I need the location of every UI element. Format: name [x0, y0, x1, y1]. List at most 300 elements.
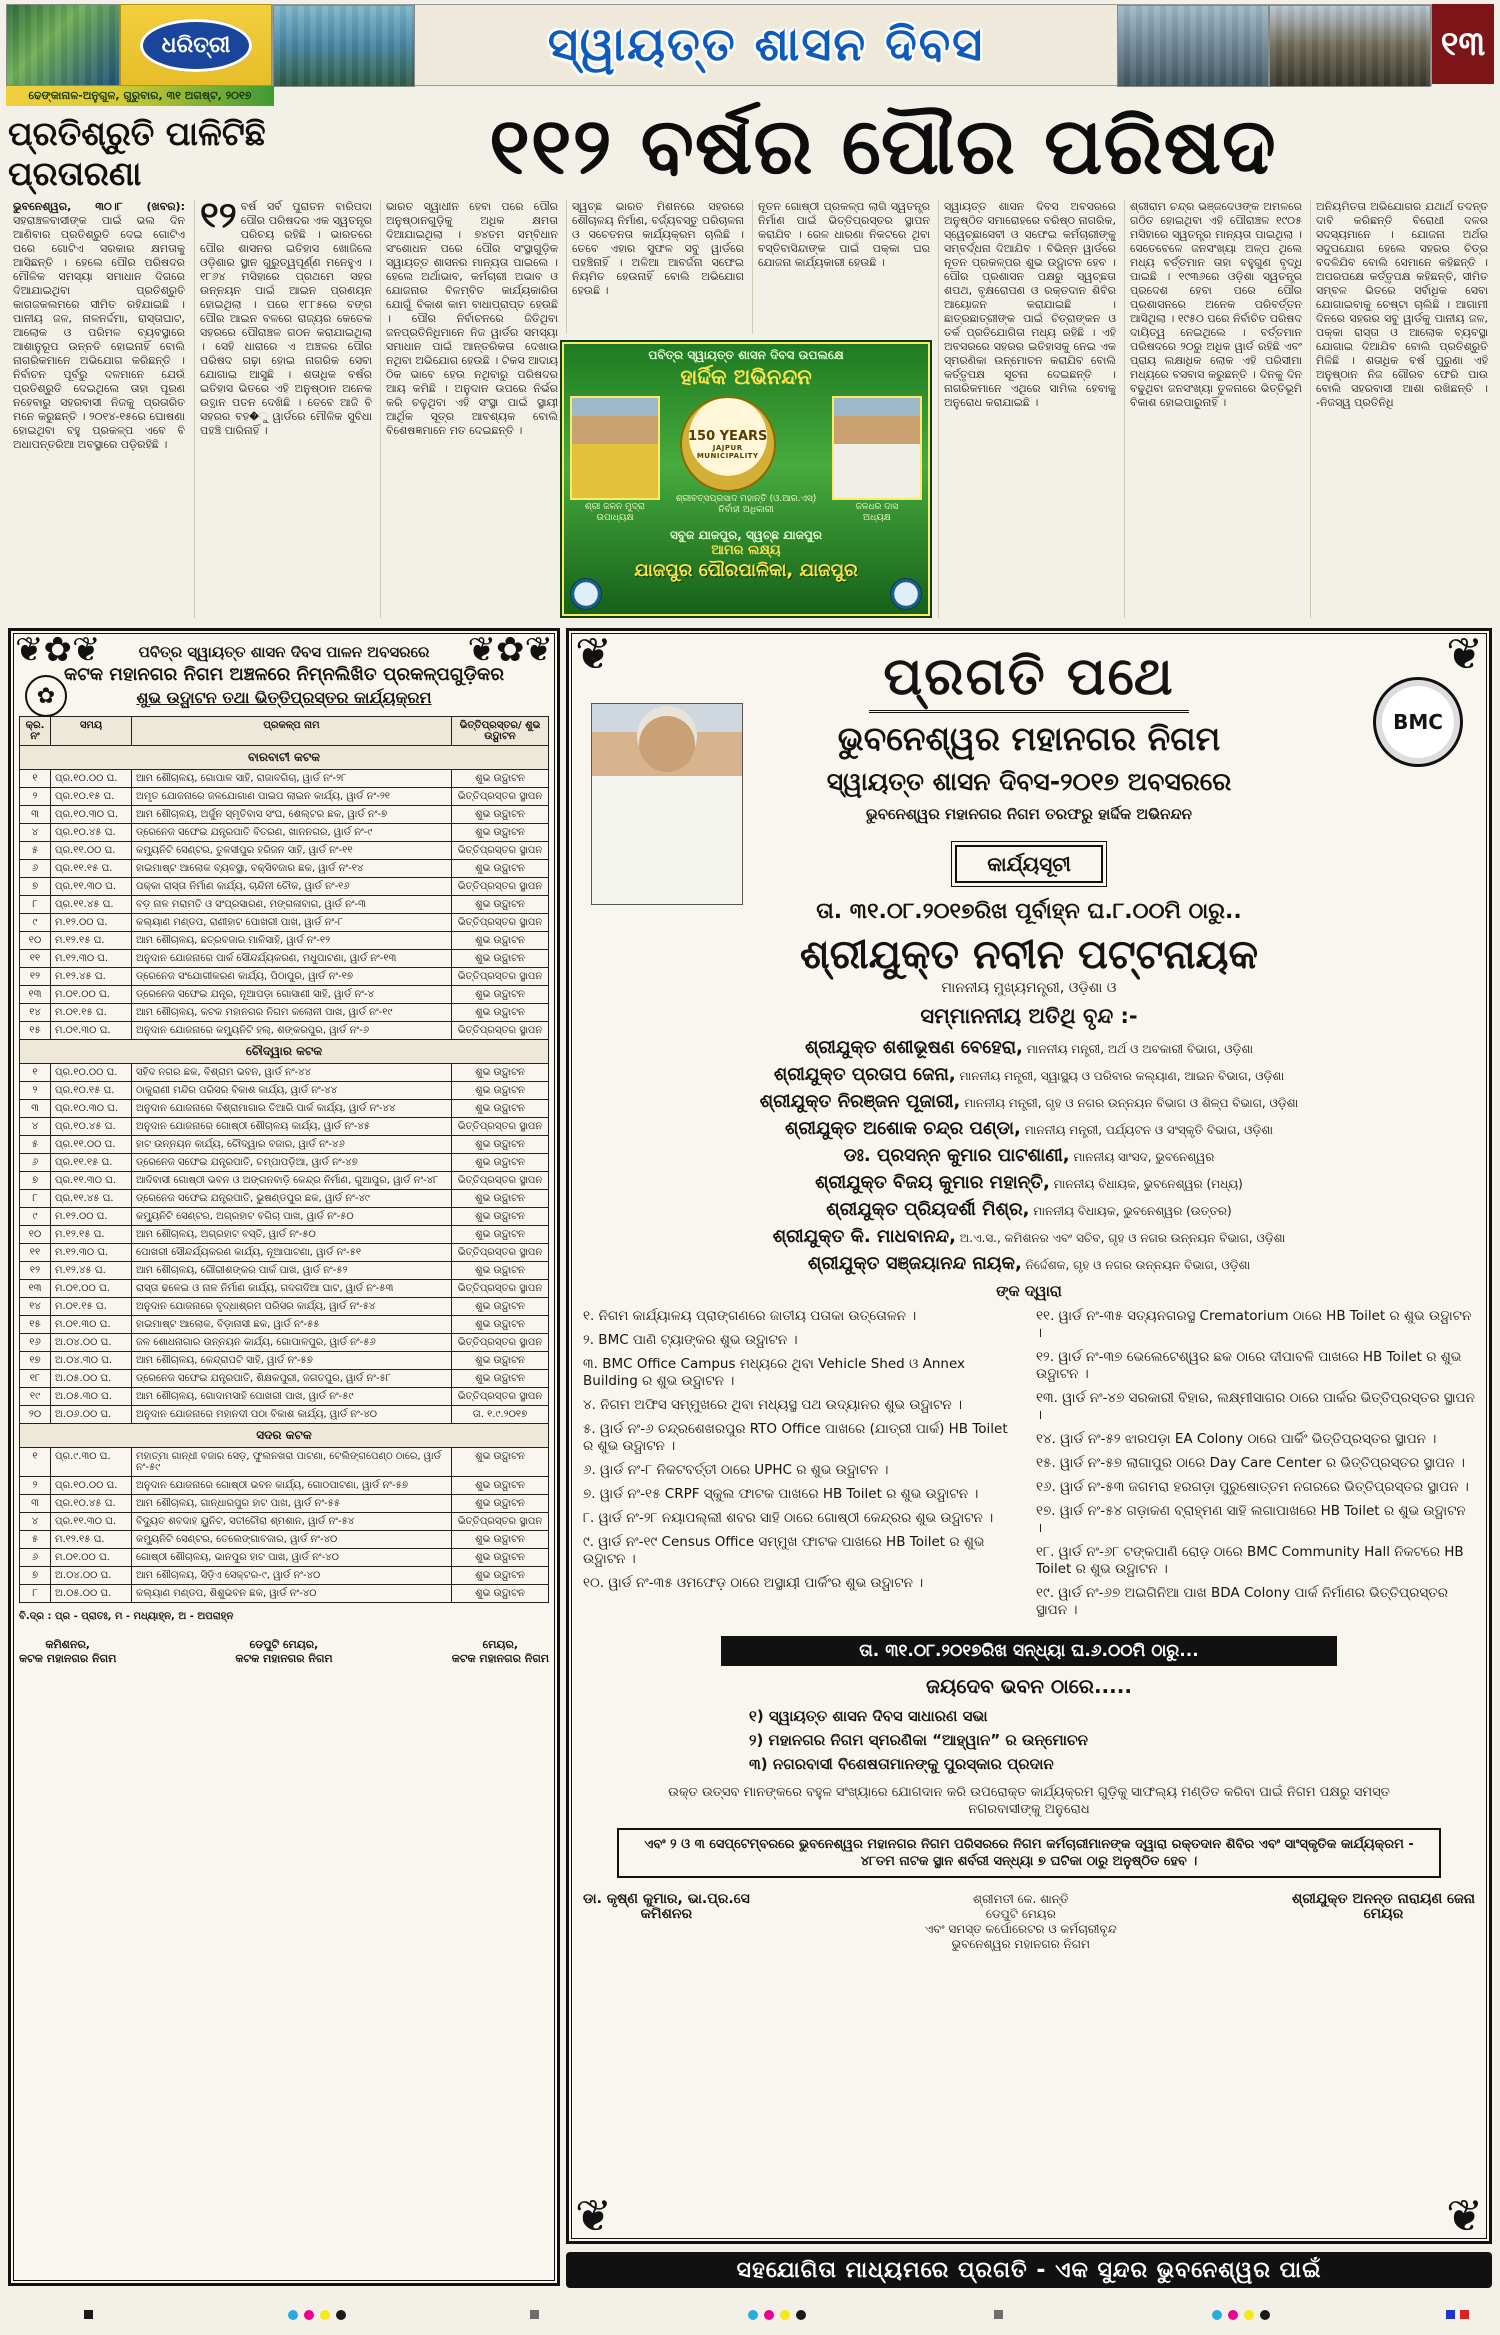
cell-type: ଭିତ୍ତିପ୍ରସ୍ତର ସ୍ଥାପନ	[452, 788, 549, 806]
ad-slogan: ସବୁଜ ଯାଜପୁର, ସ୍ୱଚ୍ଛ ଯାଜପୁର	[669, 528, 822, 542]
cuttack-corporation-ad	[8, 628, 560, 2286]
masthead-banner	[272, 4, 1432, 86]
table-row	[20, 1118, 549, 1136]
table-row	[20, 1388, 549, 1406]
table-row	[20, 1136, 549, 1154]
cell-project: ସହିଦ ନଗର ଛକ, ବିଶ୍ରାମ ଭବନ, ୱାର୍ଡ ନଂ-୪୪	[132, 1064, 452, 1082]
cell-type: ଭିତ୍ତିପ୍ରସ୍ତର ସ୍ଥାପନ	[452, 968, 549, 986]
executive-officer-title: ନିର୍ବାହୀ ଅଧିକାରୀ	[718, 505, 774, 515]
reg-dot-magenta	[764, 2310, 774, 2320]
cell-project: ଅନୁଦାନ ଯୋଜନାରେ ବିଶ୍ରାମାଗାର ତିଆରି ପାର୍କ କାର୍ଯ୍ୟ, ୱାର୍ଡ ନଂ-୪୪	[132, 1100, 452, 1118]
cell-type: ଭିତ୍ତିପ୍ରସ୍ତର ସ୍ଥାପନ	[452, 1388, 549, 1406]
cell-project: ବଡ଼ ନାଳ ମରାମତି ଓ ସଂପ୍ରସାରଣ, ମଙ୍ଗଳାବାଗ, ୱାର୍ଡ ନଂ-୩	[132, 896, 452, 914]
guest-item	[583, 1197, 1475, 1224]
cell-serial: ୧୭	[20, 1352, 51, 1370]
by-heading: ଙ୍କ ଦ୍ୱାରା	[996, 1282, 1062, 1300]
guest-designation: ଅ.ଏ.ସ., କମିଶନର ଏବଂ ସଚିବ, ଗୃହ ଓ ନଗର ଉନ୍ନୟନ ବିଭାଗ, ଓଡ଼ିଶା	[959, 1231, 1286, 1245]
150-years-badge-icon	[680, 396, 776, 492]
drop-cap: ୧୨	[200, 200, 237, 236]
cell-type: ଶୁଭ ଉଦ୍ଘାଟନ	[452, 1495, 549, 1513]
signatory-title: କମିଶନର,	[45, 1638, 90, 1651]
cell-serial: ୧୮	[20, 1370, 51, 1388]
column-header-type: ଭିତ୍ତିପ୍ରସ୍ତର/ ଶୁଭ ଉଦ୍ଘାଟନ	[452, 717, 549, 746]
cell-time: ଅ.୦୪.୩୦ ଘ.	[51, 1352, 132, 1370]
corner-ornament-icon: ❦	[575, 629, 612, 680]
table-row	[20, 788, 549, 806]
official-photo-left	[570, 396, 660, 500]
signatory-commissioner	[583, 1892, 750, 1952]
signatory-deputy-mayor	[235, 1638, 332, 1666]
cell-serial: ୬	[20, 1154, 51, 1172]
event-date-morning: ତା. ୩୧.୦୮.୨୦୧୭ରିଖ ପୂର୍ବାହ୍ନ ଘ.୮.୦୦ମି ଠାରୁ..	[816, 899, 1242, 924]
table-row	[20, 1448, 549, 1477]
table-row	[20, 1370, 549, 1388]
program-item: ୧୭. ୱାର୍ଡ ନଂ-୫୪ ଗଡ଼ାକଣ ବ୍ରାହ୍ମଣ ସାହି ଲଗାପାଖରେ HB Toilet ର ଶୁଭ ଉଦ୍ଘାଟନ ।	[1036, 1503, 1466, 1536]
cell-project: ଡ୍ରେନେଜ ସଂଯୋଗୀକରଣ କାର୍ଯ୍ୟ, ପିଠାପୁର, ୱାର୍ଡ ନଂ-୧୭	[132, 968, 452, 986]
table-section-sadar	[20, 1448, 549, 1603]
signatories	[583, 1892, 1475, 1952]
cell-serial: ୨	[20, 1477, 51, 1495]
cell-project: ଆମ ଶୌଚାଳୟ, କେନ୍ଦ୍ରାପଟି ସାହି, ୱାର୍ଡ ନଂ-୫୭	[132, 1352, 452, 1370]
cell-type: ଶୁଭ ଉଦ୍ଘାଟନ	[452, 1298, 549, 1316]
table-section-barabati	[20, 770, 549, 1040]
cell-project: ଆମ ଶୌଚାଳୟ, ଗୌରୀଶଙ୍କର ପାର୍କ ପାଖ, ୱାର୍ଡ ନଂ-୫୨	[132, 1262, 452, 1280]
guest-item	[583, 1035, 1475, 1062]
reg-dot-cyan	[288, 2310, 298, 2320]
reg-dot-black	[1260, 2310, 1270, 2320]
cell-type: ଶୁଭ ଉଦ୍ଘାଟନ	[452, 1352, 549, 1370]
cell-project: ପକ୍କା ରାସ୍ତା ନିର୍ମାଣ କାର୍ଯ୍ୟ, ଚାନ୍ଦିନୀ ଚୌକ, ୱାର୍ଡ ନଂ-୧୬	[132, 878, 452, 896]
page-number: ୧୩	[1432, 4, 1494, 84]
ad-header-line-3: ଶୁଭ ଉଦ୍ଘାଟନ ତଥା ଭିତ୍ତିପ୍ରସ୍ତର କାର୍ଯ୍ୟକ୍ରମ	[136, 688, 432, 707]
paper-logo	[120, 4, 272, 86]
guest-item	[583, 1062, 1475, 1089]
masthead-photo-trees	[6, 4, 120, 86]
cell-type: ଶୁଭ ଉଦ୍ଘାଟନ	[452, 1208, 549, 1226]
kicker-line-1: ପ୍ରତିଶ୍ରୁତି ପାଳିଟିଛି	[8, 114, 266, 153]
body-column-8	[1310, 200, 1488, 618]
cell-time: ମ.୧୨.୪୫ ଘ.	[51, 1262, 132, 1280]
guest-designation: ମାନନୀୟ ମନ୍ତ୍ରୀ, ସ୍ୱାସ୍ଥ୍ୟ ଓ ପରିବାର କଲ୍ୟାଣ, ଆଇନ ବିଭାଗ, ଓଡ଼ିଶା	[959, 1069, 1285, 1083]
cell-serial: ୧୫	[20, 1316, 51, 1334]
reg-dot-magenta	[1228, 2310, 1238, 2320]
official-right-title: ଅଧ୍ୟକ୍ଷ	[863, 513, 891, 523]
cell-type: ଶୁଭ ଉଦ୍ଘାଟନ	[452, 1316, 549, 1334]
cell-project: କମ୍ୟୁନିଟି ସେଣ୍ଟର, ଅଗ୍ରହାଟ ବଗିଚା ପାଖ, ୱାର୍ଡ ନଂ-୫୦	[132, 1208, 452, 1226]
table-row	[20, 1208, 549, 1226]
table-row	[20, 1082, 549, 1100]
table-row	[20, 1100, 549, 1118]
cell-type: ଶୁଭ ଉଦ୍ଘାଟନ	[452, 1585, 549, 1603]
body-column-1	[8, 200, 185, 618]
guest-designation: ମାନନୀୟ ସାଂସଦ, ଭୁବନେଶ୍ୱର	[1073, 1150, 1215, 1164]
reg-dot-yellow	[320, 2310, 330, 2320]
signatory-mayor	[1292, 1892, 1475, 1952]
cell-time: ପ୍ର.୧୧.୪୫ ଘ.	[51, 1190, 132, 1208]
corner-ornament-icon: ❦	[1446, 629, 1483, 680]
cell-time: ମ.୧୨.୧୫ ଘ.	[51, 932, 132, 950]
body-text: ଶ୍ରୀରାମ ଚନ୍ଦ୍ର ଭଞ୍ଜଦେଓଙ୍କ ଅମଳରେ ଗଠିତ ହୋଇଥିବା ଏହି ପୌରାଞ୍ଚଳ ୧୯୦୫ ମସିହାରେ ସ୍ୱତନ୍ତ୍ର ମାନ୍ୟତା ପାଇଥିଲା । ସେତେବେଳେ ଜନସଂଖ୍ୟା ଅଳ୍ପ ଥିଲେ ମଧ୍ୟ ବର୍ତ୍ତମାନ ତାହା ବହୁଗୁଣ ବୃଦ୍ଧି ପାଇଛି । ୧୯୩୬ରେ ଓଡ଼ିଶା ସ୍ୱତନ୍ତ୍ର ପ୍ରଦେଶ ହେବା ପରେ ପୌର ପ୍ରଶାସନରେ ଅନେକ ପରିବର୍ତ୍ତନ ଆସିଥିଲା । ୧୯୫୦ ପରେ ନିର୍ବାଚିତ ପରିଷଦ ଦାୟିତ୍ୱ ନେଇଥିଲେ । ବର୍ତ୍ତମାନ ପରିଷଦରେ ୨୦ରୁ ଅଧିକ ୱାର୍ଡ ରହିଛି ଏବଂ ପ୍ରାୟ ଲକ୍ଷାଧିକ ଲୋକ ଏହି ପରିସୀମା ମଧ୍ୟରେ ବସବାସ କରୁଛନ୍ତି । ଦିନକୁ ଦିନ ବଢୁଥିବା ଜନସଂଖ୍ୟା ତୁଳନାରେ ଭିତ୍ତିଭୂମି ବିକାଶ ହୋଇପାରୁନାହିଁ ।	[1130, 200, 1302, 409]
guest-list	[583, 1035, 1475, 1278]
cell-time: ପ୍ର.୧୧.୦୦ ଘ.	[51, 842, 132, 860]
cell-time: ପ୍ର.୧୦.୦୦ ଘ.	[51, 1477, 132, 1495]
guest-designation: ମାନନୀୟ ମନ୍ତ୍ରୀ, ଗୃହ ଓ ନଗର ଉନ୍ନୟନ ବିଭାଗ ଓ ଶିଳ୍ପ ବିଭାଗ, ଓଡ଼ିଶା	[964, 1096, 1299, 1110]
guest-name: ଶ୍ରୀଯୁକ୍ତ ସଞ୍ଜୟାନନ୍ଦ ନାୟକ,	[807, 1253, 1022, 1274]
cell-serial: ୫	[20, 1531, 51, 1549]
table-section-choudwar	[20, 1064, 549, 1424]
guest-designation: ମାନନୀୟ ବିଧାୟକ, ଭୁବନେଶ୍ୱର (ଉତ୍ତର)	[1033, 1204, 1232, 1218]
program-item: ୧୨. ୱାର୍ଡ ନଂ-୩୭ ଭେଲେଟେଶ୍ୱର ଛକ ଠାରେ ଦୀପାବଳି ପାଖରେ HB Toilet ର ଶୁଭ ଉଦ୍ଘାଟନ ।	[1036, 1349, 1462, 1382]
table-row	[20, 1262, 549, 1280]
cell-type: ଭିତ୍ତିପ୍ରସ୍ତର ସ୍ଥାପନ	[452, 842, 549, 860]
table-row	[20, 770, 549, 788]
cell-type: ଶୁଭ ଉଦ୍ଘାଟନ	[452, 986, 549, 1004]
cell-project: କମ୍ୟୁନିଟି ସେଣ୍ଟର, ତେଲେଙ୍ଗାବଜାର, ୱାର୍ଡ ନଂ-୪୦	[132, 1531, 452, 1549]
table-row	[20, 932, 549, 950]
table-row	[20, 968, 549, 986]
body-column-2	[194, 200, 372, 618]
cell-project: ଆମ ଶୌଚାଳୟ, ଛତ୍ରବଜାର ମାଳିସାହି, ୱାର୍ଡ ନଂ-୧୨	[132, 932, 452, 950]
program-item: ୨. BMC ପାଣି ଟ୍ୟାଙ୍କର ଶୁଭ ଉଦ୍ଘାଟନ ।	[583, 1332, 798, 1348]
table-row	[20, 1154, 549, 1172]
cell-project: ଠାକୁରାଣୀ ମନ୍ଦିର ପରିସର ବିକାଶ କାର୍ଯ୍ୟ, ୱାର୍ଡ ନଂ-୪୪	[132, 1082, 452, 1100]
ad-organisation: ଯାଜପୁର ପୌରପାଳିକା, ଯାଜପୁର	[634, 560, 858, 581]
signatory-line: ମେୟର	[1363, 1906, 1404, 1922]
cell-project: ଆଦିବାସୀ ଗୋଷ୍ଠୀ ଭବନ ଓ ଅଙ୍ଗନବାଡ଼ି କେନ୍ଦ୍ର ନିର୍ମାଣ, ଗୁଆପୁର, ୱାର୍ଡ ନଂ-୪୮	[132, 1172, 452, 1190]
cell-time: ପ୍ର.୧୦.୧୫ ଘ.	[51, 788, 132, 806]
cell-serial: ୨	[20, 1082, 51, 1100]
ad-header-line-2: କଟକ ମହାନଗର ନିଗମ ଅଞ୍ଚଳରେ ନିମ୍ନଲିଖିତ ପ୍ରକଳ୍ପଗୁଡ଼ିକର	[64, 664, 504, 685]
section-title-row	[20, 746, 549, 770]
cell-time: ମ.୦୧.୦୦ ଘ.	[51, 1549, 132, 1567]
table-header-row	[20, 717, 549, 746]
section-title-row	[20, 1040, 549, 1064]
table-row	[20, 1172, 549, 1190]
cell-serial: ୧୩	[20, 986, 51, 1004]
cell-time: ପ୍ର.୧୦.୩୦ ଘ.	[51, 1100, 132, 1118]
reg-square-gray	[994, 2310, 1003, 2319]
cell-type: ଶୁଭ ଉଦ୍ଘାଟନ	[452, 1064, 549, 1082]
cell-time: ପ୍ର.୧୦.୦୦ ଘ.	[51, 770, 132, 788]
cell-project: ଗୋଷ୍ଠୀ ଶୌଚାଳୟ, ଭାନପୁର ହାଟ ପାଖ, ୱାର୍ଡ ନଂ-୪୦	[132, 1549, 452, 1567]
bmc-seal-icon: BMC	[1373, 677, 1463, 767]
cell-serial: ୧	[20, 1064, 51, 1082]
ad-title: ପ୍ରଗତି ପଥେ	[883, 647, 1175, 707]
cell-serial: ୪	[20, 824, 51, 842]
cell-serial: ୧୨	[20, 1262, 51, 1280]
cell-type: ଭିତ୍ତିପ୍ରସ୍ତର ସ୍ଥାପନ	[452, 1513, 549, 1531]
program-list-right	[1036, 1308, 1475, 1626]
cell-type: ତା. ୧.୯.୨୦୧୭	[452, 1406, 549, 1424]
body-text: ବର୍ଷ ସର୍ବ ପୁରାତନ ବାରିପଦା ପୌର ପରିଷଦର ଏକ ସ୍ୱତନ୍ତ୍ର ପରିଚୟ ରହିଛି । ଭାରତରେ ପୌର ଶାସନର ଇତିହାସ ଖୋଜିଲେ ଓଡ଼ିଶାର ସ୍ଥାନ ଗୁରୁତ୍ୱପୂର୍ଣ୍ଣ ମନେହୁଏ । ୧୮୬୪ ମସିହାରେ ପ୍ରଥମେ ସହର ଉନ୍ନୟନ ପାଇଁ ଆଇନ ପ୍ରଣୟନ ହୋଇଥିଲା । ପରେ ୧୮୮୫ରେ ବଙ୍ଗ ପୌର ଆଇନ ବଳରେ ରାଜ୍ୟର କେତେକ ସହରରେ ପୌରାଞ୍ଚଳ ଗଠନ କରାଯାଇଥିଲା । ସେହି ଧାରାରେ ଏ ଅଞ୍ଚଳର ପୌର ପରିଷଦ ଗଢ଼ା ହୋଇ ନାଗରିକ ସେବା ଯୋଗାଇ ଆସୁଛି । ଶତାଧିକ ବର୍ଷର ଇତିହାସ ଭିତରେ ଏହି ଅନୁଷ୍ଠାନ ଅନେକ ଉତ୍ଥାନ ପତନ ଦେଖିଛି । ତେବେ ଆଜି ବି ସହରର ବହ�ୁ ୱାର୍ଡରେ ମୌଳିକ ସୁବିଧା ପହଞ୍ଚି ପାରିନାହିଁ ।	[200, 200, 372, 437]
cell-project: ଡ୍ରେନେଜ ସଫେଇ ଯନ୍ତ୍ରପାତି, ଶିକ୍ଷକପୁରୀ, ଜଗତପୁର, ୱାର୍ଡ ନଂ-୫୮	[132, 1370, 452, 1388]
chief-guest-name: ଶ୍ରୀଯୁକ୍ତ ନବୀନ ପଟ୍ଟନାୟକ	[799, 932, 1259, 978]
cell-serial: ୮	[20, 1585, 51, 1603]
official-left-title: ଉପାଧ୍ୟକ୍ଷ	[596, 513, 634, 523]
evening-program-item: ୨) ମହାନଗର ନିଗମ ସ୍ମରଣିକା “ଆହ୍ୱାନ” ର ଉନ୍ମୋଚନ	[749, 1731, 1088, 1749]
program-item: ୭. ୱାର୍ଡ ନଂ-୧୫ CRPF ସ୍କୁଲ ଫାଟକ ପାଖରେ HB Toilet ର ଶୁଭ ଉଦ୍ଘାଟନ ।	[583, 1486, 979, 1502]
corner-ornament-icon: ❦✿❦	[467, 630, 553, 670]
program-item: ୪. ନିଗମ ଅଫିସ ସମ୍ମୁଖରେ ଥିବା ମଧ୍ୟସ୍ଥ ପଥ ଉଦ୍ୟାନର ଶୁଭ ଉଦ୍ଘାଟନ ।	[583, 1397, 963, 1413]
signatories	[19, 1638, 549, 1666]
jajpur-municipality-ad	[560, 340, 932, 618]
cell-time: ମ.୦୧.୦୦ ଘ.	[51, 986, 132, 1004]
table-row	[20, 1495, 549, 1513]
official-right-name: ଜଳଧର ଦାସ	[855, 502, 899, 512]
cell-time: ପ୍ର.୧୦.୪୫ ଘ.	[51, 1495, 132, 1513]
program-item: ୧୩. ୱାର୍ଡ ନଂ-୪୭ ସରକାରୀ ବିହାର, ଲକ୍ଷ୍ମୀସାଗର ଠାରେ ପାର୍କର ଭିତ୍ତିପ୍ରସ୍ତର ସ୍ଥାପନ ।	[1036, 1390, 1475, 1423]
cell-time: ମ.୦୧.୧୫ ଘ.	[51, 1004, 132, 1022]
cell-project: ରାସ୍ତା ଢଳେଇ ଓ ନାଳ ନିର୍ମାଣ କାର୍ଯ୍ୟ, ଗଦଗଦିଆ ଘାଟ, ୱାର୍ଡ ନଂ-୫୩	[132, 1280, 452, 1298]
reg-dot-black	[796, 2310, 806, 2320]
cell-project: ହାଟ ଉନ୍ନୟନ କାର୍ଯ୍ୟ, ଚୌଦ୍ୱାର ବଜାର, ୱାର୍ଡ ନଂ-୪୬	[132, 1136, 452, 1154]
program-list-left	[583, 1308, 1022, 1626]
cell-type: ଶୁଭ ଉଦ୍ଘାଟନ	[452, 950, 549, 968]
masthead	[6, 4, 1494, 84]
signatory-line: ଏବଂ ସମସ୍ତ କର୍ପୋରେଟର ଓ କର୍ମଚାରୀବୃନ୍ଦ	[924, 1922, 1117, 1936]
cell-time: ପ୍ର.୧୦.୦୦ ଘ.	[51, 1064, 132, 1082]
cell-type: ଶୁଭ ଉଦ୍ଘାଟନ	[452, 1190, 549, 1208]
cell-time: ମ.୦୧.୩୦ ଘ.	[51, 1316, 132, 1334]
paper-name: ଧରିତ୍ରୀ	[140, 19, 253, 72]
body-column-4	[566, 200, 744, 334]
guest-item	[583, 1116, 1475, 1143]
guest-item	[583, 1251, 1475, 1278]
cell-serial: ୧୧	[20, 950, 51, 968]
flower-ornament-icon: ✿	[25, 675, 67, 717]
bottom-banner: ସହଯୋଗିତା ମାଧ୍ୟମରେ ପ୍ରଗତି - ଏକ ସୁନ୍ଦର ଭୁବନେଶ୍ୱର ପାଇଁ	[566, 2252, 1492, 2288]
program-lists	[583, 1308, 1475, 1626]
executive-officer-name: ଶ୍ରୀବତ୍ସପ୍ରସାଦ ମହାନ୍ତି (ଓ.ଆର.ଏସ୍)	[675, 494, 817, 504]
appeal-text: ଉକ୍ତ ଉତ୍ସବ ମାନଙ୍କରେ ବହୁଳ ସଂଖ୍ୟାରେ ଯୋଗଦାନ କରି ଉପରୋକ୍ତ କାର୍ଯ୍ୟକ୍ରମ ଗୁଡ଼ିକୁ ସାଫଲ୍ୟ ମଣ୍ଡିତ କରିବା ପାଇଁ ନିଗମ ପକ୍ଷରୁ ସମସ୍ତ ନଗରବାସୀଙ୍କୁ ଅନୁରୋଧ	[668, 1785, 1390, 1817]
ad-greeting: ଭୁବନେଶ୍ୱର ମହାନଗର ନିଗମ ତରଫରୁ ହାର୍ଦ୍ଦିକ ଅଭିନନ୍ଦନ	[866, 805, 1192, 823]
cell-project: ଆମ ଶୌଚାଳୟ, ଗାନ୍ଧାରପୁର ହାଟ ପାଖ, ୱାର୍ଡ ନଂ-୫୫	[132, 1495, 452, 1513]
cell-serial: ୧୯	[20, 1388, 51, 1406]
table-row	[20, 878, 549, 896]
cell-type: ଶୁଭ ଉଦ୍ଘାଟନ	[452, 806, 549, 824]
table-row	[20, 806, 549, 824]
cell-project: ଅନୁଦାନ ଯୋଜନାରେ ମହାନଦୀ ପଠା ବିକାଶ କାର୍ଯ୍ୟ, ୱାର୍ଡ ନଂ-୪୦	[132, 1406, 452, 1424]
cell-type: ଭିତ୍ତିପ୍ରସ୍ତର ସ୍ଥାପନ	[452, 914, 549, 932]
cell-serial: ୭	[20, 1567, 51, 1585]
cell-time: ମ.୧୨.୦୦ ଘ.	[51, 914, 132, 932]
guests-heading: ସମ୍ମାନନୀୟ ଅତିଥି ବୃନ୍ଦ :-	[920, 1004, 1138, 1028]
table-row	[20, 1064, 549, 1082]
ad-header-line-1: ପବିତ୍ର ସ୍ୱାୟତ୍ତ ଶାସନ ଦିବସ ପାଳନ ଅବସରରେ	[138, 643, 430, 661]
guest-name: ଶ୍ରୀଯୁକ୍ତ ଅଶୋକ ଚନ୍ଦ୍ର ପଣ୍ଡା,	[785, 1118, 1021, 1139]
table-footnote: ବି.ଦ୍ର : ପ୍ର - ପ୍ରାତଃ, ମ - ମଧ୍ୟାହ୍ନ, ଅ - ଅପରାହ୍ନ	[19, 1611, 234, 1622]
cell-serial: ୩	[20, 1495, 51, 1513]
cell-project: ବିଦ୍ୟୁତ ଶବଦାହ ୟୁନିଟ, ସତୀଚୌରା ଶ୍ମଶାନ, ୱାର୍ଡ ନଂ-୫୪	[132, 1513, 452, 1531]
guest-name: ଶ୍ରୀଯୁକ୍ତ ବିଜୟ କୁମାର ମହାନ୍ତି,	[815, 1172, 1050, 1193]
table-row	[20, 1352, 549, 1370]
cell-type: ଶୁଭ ଉଦ୍ଘାଟନ	[452, 1549, 549, 1567]
cell-project: କଲ୍ୟାଣ ମଣ୍ଡପ, ଶିଶୁଭବନ ଛକ, ୱାର୍ଡ ନଂ-୪୦	[132, 1585, 452, 1603]
cell-serial: ୧୪	[20, 1004, 51, 1022]
cell-time: ମ.୧୨.୦୦ ଘ.	[51, 1208, 132, 1226]
cell-time: ପ୍ର.୧୧.୪୫ ଘ.	[51, 896, 132, 914]
evening-program-list	[749, 1704, 1309, 1776]
section-title: ବାରବାଟୀ କଟକ	[20, 746, 549, 770]
cell-project: ଆମ ଶୌଚାଳୟ, ଅଗ୍ରହାଟ ବସ୍ତି, ୱାର୍ଡ ନଂ-୫୦	[132, 1226, 452, 1244]
evening-program-item: ୧) ସ୍ୱାୟତ୍ତ ଶାସନ ଦିବସ ସାଧାରଣ ସଭା	[749, 1707, 988, 1725]
body-text: ସ୍ୱାୟତ୍ତ ଶାସନ ଦିବସ ଅବସରରେ ଅନୁଷ୍ଠିତ ସମାରୋହରେ ବରିଷ୍ଠ ନାଗରିକ, ସ୍ୱେଚ୍ଛାସେବୀ ଓ ସଫେଇ କର୍ମଚାରୀଙ୍କୁ ସମ୍ବର୍ଦ୍ଧନା ଦିଆଯିବ । ବିଭିନ୍ନ ୱାର୍ଡରେ ନୂତନ ପ୍ରକଳ୍ପର ଶୁଭ ଉଦ୍ଘାଟନ ହେବ । ପୌର ପ୍ରଶାସନ ପକ୍ଷରୁ ସ୍ୱଚ୍ଛତା ଶପଥ, ବୃକ୍ଷରୋପଣ ଓ ରକ୍ତଦାନ ଶିବିର ଆୟୋଜନ କରାଯାଇଛି । ଛାତ୍ରଛାତ୍ରୀଙ୍କ ପାଇଁ ଚିତ୍ରାଙ୍କନ ଓ ତର୍କ ପ୍ରତିଯୋଗିତା ମଧ୍ୟ ରହିଛି । ଏହି ଅବସରରେ ସହରର ଇତିହାସକୁ ନେଇ ଏକ ସ୍ମରଣିକା ଉନ୍ମୋଚନ କରାଯିବ ବୋଲି କର୍ତ୍ତୃପକ୍ଷ ସୂଚନା ଦେଇଛନ୍ତି । ନାଗରିକମାନେ ଏଥିରେ ସାମିଲ ହେବାକୁ ଅନୁରୋଧ କରାଯାଇଛି ।	[944, 200, 1116, 409]
table-row	[20, 1190, 549, 1208]
cell-type: ଭିତ୍ତିପ୍ରସ୍ତର ସ୍ଥାପନ	[452, 1118, 549, 1136]
cell-time: ମ.୧୨.୧୫ ଘ.	[51, 1531, 132, 1549]
cell-project: ଆମ ଶୌଚାଳୟ, କଟକ ମହାନଗର ନିଗମ କଲୋନୀ ପାଖ, ୱାର୍ଡ ନଂ-୧୯	[132, 1004, 452, 1022]
reg-dot-yellow	[780, 2310, 790, 2320]
cell-serial: ୫	[20, 1136, 51, 1154]
reg-dot-cyan	[1212, 2310, 1222, 2320]
cell-serial: ୯	[20, 1208, 51, 1226]
table-row	[20, 986, 549, 1004]
cell-type: ଶୁଭ ଉଦ୍ଘାଟନ	[452, 1100, 549, 1118]
event-venue: ଜୟଦେବ ଭବନ ଠାରେ.....	[926, 1674, 1132, 1698]
cell-serial: ୫	[20, 842, 51, 860]
program-item: ୧୧. ୱାର୍ଡ ନଂ-୩୫ ସତ୍ୟନଗରସ୍ଥ Crematorium ଠାରେ HB Toilet ର ଶୁଭ ଉଦ୍ଘାଟନ ।	[1036, 1308, 1472, 1341]
reg-square-gray	[530, 2310, 539, 2319]
corner-ornament-icon: ❦	[575, 2191, 612, 2242]
cell-type: ଶୁଭ ଉଦ୍ଘାଟନ	[452, 1262, 549, 1280]
table-row	[20, 1585, 549, 1603]
signatory-org: କଟକ ମହାନଗର ନିଗମ	[451, 1652, 549, 1665]
guest-item	[583, 1143, 1475, 1170]
cell-time: ପ୍ର.୧୧.୧୫ ଘ.	[51, 860, 132, 878]
cell-project: କଲ୍ୟାଣ ମଣ୍ଡପ, ରାଣୀହାଟ ପୋଖରୀ ପାଖ, ୱାର୍ଡ ନଂ-୮	[132, 914, 452, 932]
cell-type: ଶୁଭ ଉଦ୍ଘାଟନ	[452, 896, 549, 914]
masthead-photo-city	[273, 5, 415, 87]
cell-type: ଶୁଭ ଉଦ୍ଘାଟନ	[452, 1448, 549, 1477]
cell-project: ଅନୁଦାନ ଯୋଜନାରେ ବୃଦ୍ଧାଶ୍ରମ ପରିସର କାର୍ଯ୍ୟ, ୱାର୍ଡ ନଂ-୫୪	[132, 1298, 452, 1316]
municipality-emblem	[676, 396, 817, 516]
body-text: ସ୍ୱଚ୍ଛ ଭାରତ ମିଶନରେ ସହରରେ ଶୌଚାଳୟ ନିର୍ମାଣ, ବର୍ଜ୍ୟବସ୍ତୁ ପରିଚାଳନା ଓ ସଚେତନତା କାର୍ଯ୍ୟକ୍ରମ ଚାଲିଛି । ତେବେ ଏହାର ସୁଫଳ ସବୁ ୱାର୍ଡରେ ପହଞ୍ଚିନାହିଁ । ଅଳିଆ ଆବର୍ଜନା ସଫେଇ ନିୟମିତ ହେଉନାହିଁ ବୋଲି ଅଭିଯୋଗ ହେଉଛି ।	[572, 200, 744, 297]
reg-dot-cyan	[748, 2310, 758, 2320]
cell-serial: ୨୦	[20, 1406, 51, 1424]
guest-designation: ମାନନୀୟ ମନ୍ତ୍ରୀ, ଅର୍ଥ ଓ ଅବକାରୀ ବିଭାଗ, ଓଡ଼ିଶା	[1026, 1042, 1254, 1056]
section-title: ଚୌଦ୍ୱାର କଟକ	[20, 1040, 549, 1064]
signatory-commissioner	[19, 1638, 116, 1666]
table-row	[20, 1004, 549, 1022]
cell-serial: ୮	[20, 896, 51, 914]
main-headline: ୧୧୨ ବର୍ଷର ପୌର ପରିଷଦ	[489, 102, 1277, 192]
table-row	[20, 1531, 549, 1549]
cell-project: ଆମ ଶୌଚାଳୟ, ଗୋଦାମସାହି ପୋଖରୀ ପାଖ, ୱାର୍ଡ ନଂ-୫୯	[132, 1388, 452, 1406]
reg-dot-magenta	[304, 2310, 314, 2320]
cell-serial: ୧୫	[20, 1022, 51, 1040]
body-column-5	[752, 200, 930, 334]
cell-project: ମହାତ୍ମା ଗାନ୍ଧୀ ବଜାର ସେଡ଼, ଫୁଲନଖରା ପାଟଣା, ଟେଲିଙ୍ଗପେଣ୍ଠ ଠାରେ, ୱାର୍ଡ ନଂ-୫୯	[132, 1448, 452, 1477]
cell-serial: ୩	[20, 806, 51, 824]
program-item: ୧୪. ୱାର୍ଡ ନଂ-୫୨ ଝାରପଡ଼ା EA Colony ଠାରେ ପାର୍କିଂ ଭିତ୍ତିପ୍ରସ୍ତର ସ୍ଥାପନ ।	[1036, 1431, 1437, 1447]
cell-serial: ୧୩	[20, 1280, 51, 1298]
signatory-line: ଶ୍ରୀଯୁକ୍ତ ଅନନ୍ତ ନାରାୟଣ ଜେନା	[1291, 1891, 1475, 1907]
cell-type: ଶୁଭ ଉଦ୍ଘାଟନ	[452, 1370, 549, 1388]
table-row	[20, 824, 549, 842]
cell-project: ପୋଖରୀ ସୌନ୍ଦର୍ଯ୍ୟକରଣ କାର୍ଯ୍ୟ, ନୂଆପାଟଣା, ୱାର୍ଡ ନଂ-୫୧	[132, 1244, 452, 1262]
cell-serial: ୬	[20, 1549, 51, 1567]
ad-greeting: ହାର୍ଦ୍ଦିକ ଅଭିନନ୍ଦନ	[680, 365, 812, 389]
cell-serial: ୭	[20, 878, 51, 896]
byline: ଭୁବନେଶ୍ୱର, ୩୦।୮ (ଖବର):	[13, 200, 185, 213]
cell-serial: ୪	[20, 1513, 51, 1531]
reg-square-red	[1460, 2310, 1469, 2319]
table-row	[20, 1022, 549, 1040]
program-item: ୧୯. ୱାର୍ଡ ନଂ-୬୭ ଅଇଗିନିଆ ପାଖ BDA Colony ପାର୍କ ନିର୍ମାଣର ଭିତ୍ତିପ୍ରସ୍ତର ସ୍ଥାପନ ।	[1036, 1585, 1449, 1618]
cell-type: ଭିତ୍ତିପ୍ରସ୍ତର ସ୍ଥାପନ	[452, 1172, 549, 1190]
table-row	[20, 1280, 549, 1298]
body-text: ଭାରତ ସ୍ୱାଧୀନ ହେବା ପରେ ପୌର ଅନୁଷ୍ଠାନଗୁଡ଼ିକୁ ଅଧିକ କ୍ଷମତା ଦିଆଯାଇଥିଲା । ୭୪ତମ ସମ୍ବିଧାନ ସଂଶୋଧନ ପରେ ପୌର ସଂସ୍ଥାଗୁଡ଼ିକ ସ୍ୱାୟତ୍ତ ଶାସନର ମାନ୍ୟତା ପାଇଲେ । ହେଲେ ଅର୍ଥାଭାବ, କର୍ମଚାରୀ ଅଭାବ ଓ ଯୋଜନାର ବିଳମ୍ବିତ କାର୍ଯ୍ୟକାରିତା ଯୋଗୁଁ ବିକାଶ କାମ ବାଧାପ୍ରାପ୍ତ ହେଉଛି । ପୌର ନିର୍ବାଚନରେ ଜିତିଥିବା ଜନପ୍ରତିନିଧିମାନେ ନିଜ ୱାର୍ଡର ସମସ୍ୟା ସମାଧାନ ପାଇଁ ଆନ୍ତରିକତା ଦେଖାଉ ନଥିବା ଅଭିଯୋଗ ହେଉଛି । ଟିକସ ଆଦାୟ ଠିକ ଭାବେ ହେଉ ନଥିବାରୁ ପରିଷଦର ଆୟ କମିଛି । ଅନୁଦାନ ଉପରେ ନିର୍ଭର କରି ଚଳୁଥିବା ଏହି ସଂସ୍ଥା ପାଇଁ ସ୍ଥାୟୀ ଆର୍ଥିକ ସୂତ୍ର ଆବଶ୍ୟକ ବୋଲି ବିଶେଷଜ୍ଞମାନେ ମତ ଦେଇଛନ୍ତି ।	[386, 200, 558, 437]
official-left	[570, 396, 660, 524]
cell-project: ଆମ ଶୌଚାଳୟ, ଗୋପାଳ ସାହି, ରାଜାବଗିଚା, ୱାର୍ଡ ନଂ-୨୮	[132, 770, 452, 788]
cell-type: ଶୁଭ ଉଦ୍ଘାଟନ	[452, 1082, 549, 1100]
program-item: ୩. BMC Office Campus ମଧ୍ୟରେ ଥିବା Vehicle Shed ଓ Annex Building ର ଶୁଭ ଉଦ୍ଘାଟନ ।	[583, 1356, 966, 1389]
table-row	[20, 896, 549, 914]
cell-time: ପ୍ର.୧୦.୩୦ ଘ.	[51, 806, 132, 824]
evening-program-item: ୩) ନଗରବାସୀ ବିଶେଷତାମାନଙ୍କୁ ପୁରସ୍କାର ପ୍ରଦାନ	[749, 1755, 1054, 1773]
masthead-photo-bridge	[1117, 5, 1269, 87]
seal-icon-left	[570, 578, 602, 610]
official-left-name: ଶ୍ରୀ ଜଳନ ମୁଦ୍ରା	[584, 502, 646, 512]
reg-dot-yellow	[1244, 2310, 1254, 2320]
table-row	[20, 842, 549, 860]
cell-project: ଅନୁଦାନ ଯୋଜନାରେ ଗୋଷ୍ଠୀ ଶୌଚାଳୟ କାର୍ଯ୍ୟ, ୱାର୍ଡ ନଂ-୪୫	[132, 1118, 452, 1136]
cell-serial: ୬	[20, 860, 51, 878]
cell-serial: ୧୦	[20, 932, 51, 950]
signatory-title: ଡେପୁଟି ମେୟର,	[249, 1638, 319, 1651]
cell-type: ଶୁଭ ଉଦ୍ଘାଟନ	[452, 770, 549, 788]
cell-time: ମ.୧୨.୧୫ ଘ.	[51, 1226, 132, 1244]
masthead-photo-temple	[1269, 5, 1431, 87]
cell-type: ଶୁଭ ଉଦ୍ଘାଟନ	[452, 1567, 549, 1585]
cell-type: ଶୁଭ ଉଦ୍ଘାଟନ	[452, 1226, 549, 1244]
section-title: ସଦର କଟକ	[20, 1424, 549, 1448]
reg-square-black	[84, 2310, 93, 2319]
guest-name: ଶ୍ରୀଯୁକ୍ତ ପ୍ରତାପ ଜେନା,	[773, 1064, 956, 1085]
column-header-time: ସମୟ	[51, 717, 132, 746]
cell-serial: ୯	[20, 914, 51, 932]
cell-project: ଡ୍ରେନେଜ ସଫେଇ ଯନ୍ତ୍ରପାତି, ଭୁଷଣ୍ଡପୁର ଛକ, ୱାର୍ଡ ନଂ-୪୯	[132, 1190, 452, 1208]
signatory-deputy-mayor	[925, 1892, 1117, 1952]
cell-serial: ୨	[20, 788, 51, 806]
cell-time: ପ୍ର.୧୧.୧୫ ଘ.	[51, 1154, 132, 1172]
cell-project: ଡ୍ରେନେଜ ସଫେଇ ଯନ୍ତ୍ରପାତି ବିତରଣ, ଖାନନଗର, ୱାର୍ଡ ନଂ-୯	[132, 824, 452, 842]
cell-time: ପ୍ର.୧୧.୩୦ ଘ.	[51, 878, 132, 896]
signatory-line: ଡା. କୃଷ୍ଣ କୁମାର, ଭା.ପ୍ର.ସେ	[583, 1891, 750, 1907]
cell-time: ପ୍ର.୧୧.୩୦ ଘ.	[51, 1172, 132, 1190]
cell-serial: ୩	[20, 1100, 51, 1118]
badge-top-text: 150 YEARS	[687, 428, 768, 444]
cell-time: ମ.୧୨.୩୦ ଘ.	[51, 950, 132, 968]
table-row	[20, 1226, 549, 1244]
guest-item	[583, 1224, 1475, 1251]
cell-serial: ୧	[20, 770, 51, 788]
ad-occasion: ସ୍ୱାୟତ୍ତ ଶାସନ ଦିବସ-୨୦୧୭ ଅବସରରେ	[826, 767, 1232, 796]
cell-type: ଭିତ୍ତିପ୍ରସ୍ତର ସ୍ଥାପନ	[452, 1022, 549, 1040]
cell-time: ଅ.୦୫.୩୦ ଘ.	[51, 1388, 132, 1406]
cell-serial: ୧୨	[20, 968, 51, 986]
table-row	[20, 950, 549, 968]
cell-project: ଡ୍ରେନେଜ ସଫେଇ ଯନ୍ତ୍ରପାତି, ଚମ୍ପାପଡ଼ିଆ, ୱାର୍ଡ ନଂ-୪୭	[132, 1154, 452, 1172]
cell-type: ଶୁଭ ଉଦ୍ଘାଟନ	[452, 824, 549, 842]
signatory-title: ମେୟର,	[482, 1638, 519, 1651]
agenda-label: କାର୍ଯ୍ୟସୂଚୀ	[955, 845, 1103, 883]
cell-project: ହାଇମାଷ୍ଟ ଆଲୋକ, ବିଡ଼ାନାସୀ ଛକ, ୱାର୍ଡ ନଂ-୫୫	[132, 1316, 452, 1334]
table-row	[20, 914, 549, 932]
edition-dateline: ଢେଙ୍କାନାଳ-ଅନୁଗୁଳ, ଗୁରୁବାର, ୩୧ ଅଗଷ୍ଟ, ୨୦୧୭	[6, 86, 274, 106]
body-text: ନୂତନ ଗୋଷ୍ଠୀ ପ୍ରକଳ୍ପ ଲାଗି ସ୍ୱତନ୍ତ୍ର ନିର୍ମାଣ ପାଇଁ ଭିତ୍ତିପ୍ରସ୍ତର ସ୍ଥାପନ କରାଯିବ । ରେଳ ଧାରଣା ନିକଟରେ ଥିବା ବସ୍ତିବାସିନ୍ଦାଙ୍କ ପାଇଁ ପକ୍କା ଘର ଯୋଜନା କାର୍ଯ୍ୟକାରୀ ହେଉଛି ।	[758, 200, 930, 269]
kicker-line-2: ପ୍ରତାରଣା	[8, 154, 142, 193]
